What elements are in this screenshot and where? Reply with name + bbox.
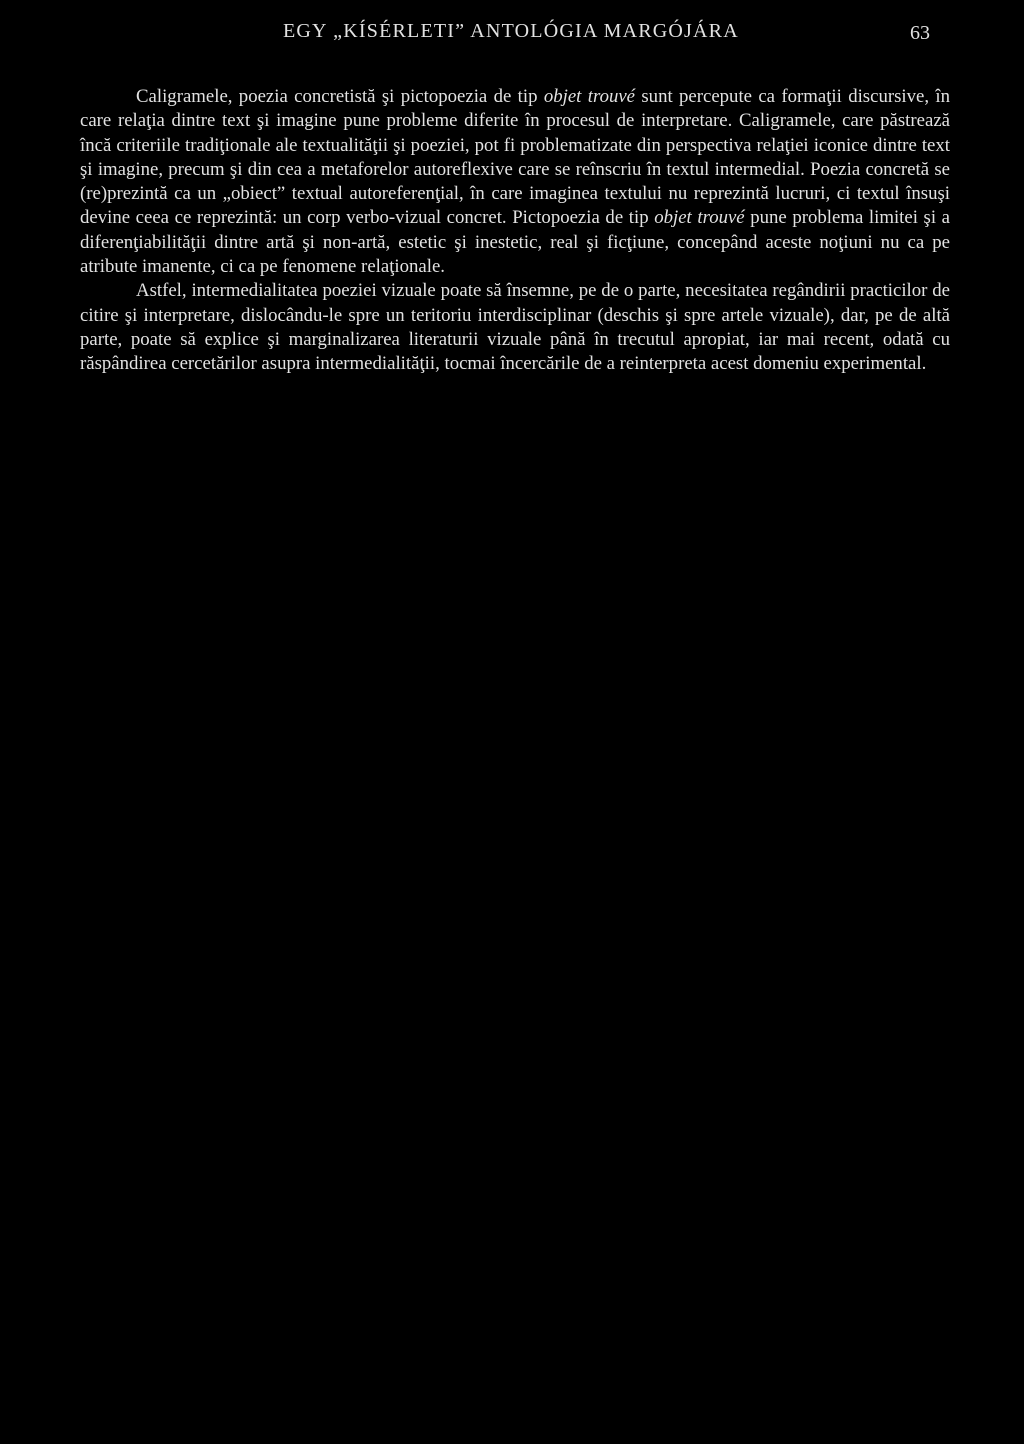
paragraph-1 — [80, 85, 950, 279]
paragraph-segment: Astfel, intermedialitatea poeziei vizuale poate să însemne, pe de o parte, necesitatea regândirii practicilor de citire şi interpretare, dislocându-le spre un teritoriu interdisciplinar (deschis şi spre artele vizuale), dar, pe de altă parte, poate să explice şi marginalizarea literaturii vizuale până în trecutul apropiat, iar mai recent, odată cu răspândirea cercetărilor asupra intermedialităţii, tocmai încercările de a reinterpreta acest domeniu experimental. — [80, 280, 950, 375]
paragraph-segment-italic: objet trouvé — [654, 207, 745, 229]
body-text — [80, 85, 950, 377]
page-number: 63 — [910, 22, 930, 44]
paragraph-2 — [80, 279, 950, 376]
paragraph-segment: pune problema limitei şi a diferenţiabilităţii dintre artă şi non-artă, estetic şi inestetic, real şi ficţiune, concepând aceste noţiuni nu ca pe atribute imanente, ci ca pe fenomene relaţionale. — [80, 207, 951, 278]
paragraph-segment-italic: objet trouvé — [543, 86, 636, 107]
paragraph-segment: Caligramele, poezia concretistă şi pictopoezia de tip — [136, 86, 544, 107]
paragraph-segment: sunt percepute ca formaţii discursive, în care relaţia dintre text şi imagine pune probleme diferite în procesul de interpretare. Caligramele, care păstrează încă criteriile tradiţionale ale textualităţii şi poeziei, pot fi problematizate din perspectiva relaţiei iconice dintre text şi imagine, precum şi din cea a metaforelor autoreflexive care se reînscriu în textul intermedial. Poezia concretă se (re)prezintă ca un „obiect” textual autoreferenţial, în care imaginea textului nu reprezintă lucruri, ci textul însuşi devine ceea ce reprezintă: un corp verbo-vizual concret. Pictopoezia de tip — [80, 86, 950, 229]
running-head-title: EGY „KÍSÉRLETI” ANTOLÓGIA MARGÓJÁRA — [283, 20, 739, 42]
